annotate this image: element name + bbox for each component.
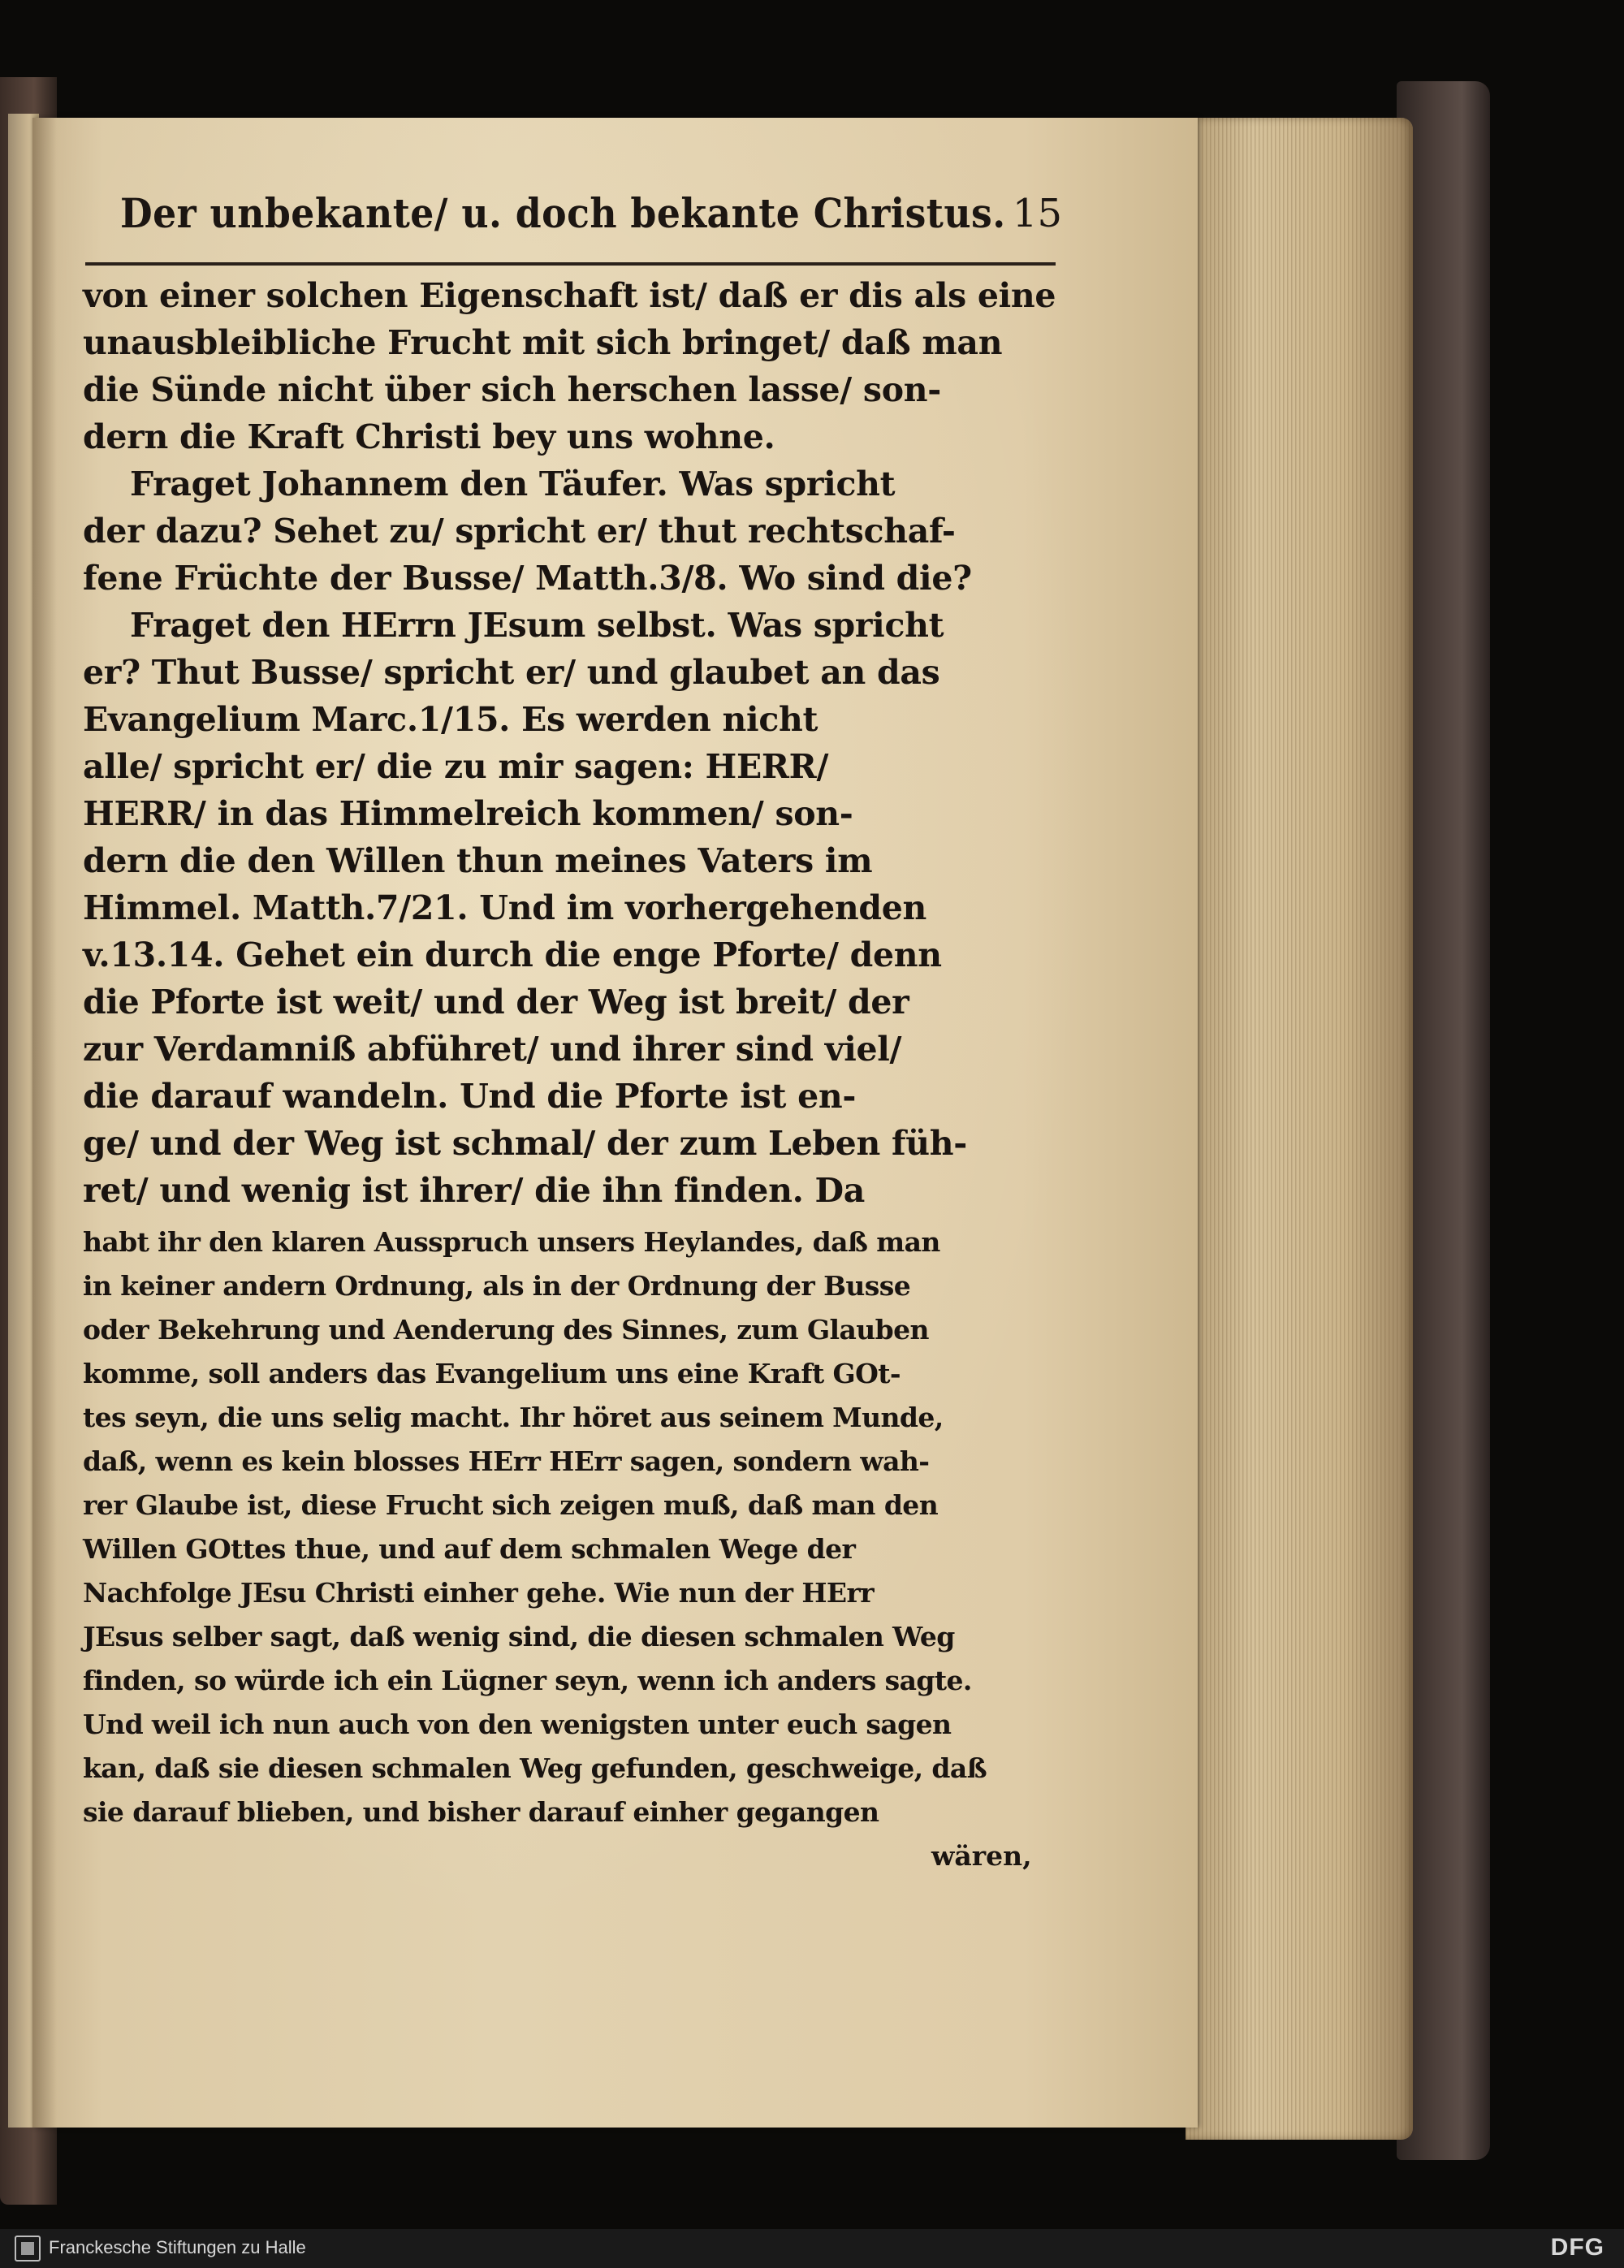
text-line: er? Thut Busse/ spricht er/ und glaubet an das: [83, 653, 940, 692]
text-line: Evangelium Marc.1/15. Es werden nicht: [83, 700, 818, 739]
text-line: komme, soll anders das Evangelium uns eine Kraft GOt-: [83, 1358, 901, 1389]
text-line: der dazu? Sehet zu/ spricht er/ thut rechtschaf-: [83, 512, 956, 551]
text-line: Und weil ich nun auch von den wenigsten unter euch sagen: [83, 1709, 952, 1740]
text-line: Nachfolge JEsu Christi einher gehe. Wie nun der HErr: [83, 1577, 875, 1609]
text-line: kan, daß sie diesen schmalen Weg gefunden, geschweige, daß: [83, 1752, 987, 1784]
text-line: dern die den Willen thun meines Vaters im: [83, 841, 873, 880]
text-line: Willen GOttes thue, und auf dem schmalen Wege der: [83, 1533, 856, 1565]
text-line: ge/ und der Weg ist schmal/ der zum Leben füh-: [83, 1124, 968, 1163]
text-line: tes seyn, die uns selig macht. Ihr höret aus seinem Munde,: [83, 1402, 944, 1433]
institution-logo-icon: [15, 2236, 41, 2262]
head-rule: [85, 262, 1056, 266]
running-title: Der unbekante/ u. doch bekante Christus.: [120, 189, 1006, 237]
text-line: unausbleibliche Frucht mit sich bringet/ daß man: [83, 323, 1003, 362]
dfg-badge: DFG: [1550, 2234, 1605, 2261]
text-line: finden, so würde ich ein Lügner seyn, wenn ich anders sagte.: [83, 1665, 972, 1696]
institution-name: Franckesche Stiftungen zu Halle: [49, 2237, 306, 2257]
book-page: [32, 118, 1198, 2128]
text-line: Himmel. Matth.7/21. Und im vorhergehenden: [83, 888, 927, 927]
text-line: ret/ und wenig ist ihrer/ die ihn finden. Da: [83, 1171, 866, 1210]
running-head: [88, 189, 1070, 246]
text-line: Fraget den HErrn JEsum selbst. Was spricht: [130, 606, 944, 645]
text-line: JEsus selber sagt, daß wenig sind, die diesen schmalen Weg: [83, 1621, 955, 1652]
text-line: rer Glaube ist, diese Frucht sich zeigen muß, daß man den: [83, 1489, 939, 1521]
text-line: alle/ spricht er/ die zu mir sagen: HERR/: [83, 747, 829, 786]
text-line: die darauf wandeln. Und die Pforte ist en-: [83, 1077, 857, 1116]
text-line: dern die Kraft Christi bey uns wohne.: [83, 417, 775, 456]
text-line: in keiner andern Ordnung, als in der Ordnung der Busse: [83, 1270, 911, 1302]
text-line: sie darauf blieben, und bisher darauf einher gegangen: [83, 1796, 879, 1828]
text-line: HERR/ in das Himmelreich kommen/ son-: [83, 794, 853, 833]
text-line: habt ihr den klaren Ausspruch unsers Heylandes, daß man: [83, 1226, 940, 1258]
text-line: v.13.14. Gehet ein durch die enge Pforte/ denn: [83, 935, 942, 974]
catchword: wären,: [931, 1840, 1032, 1872]
text-line: zur Verdamniß abführet/ und ihrer sind viel/: [83, 1030, 902, 1069]
text-line: fene Früchte der Busse/ Matth.3/8. Wo sind die?: [83, 559, 972, 598]
text-line: oder Bekehrung und Aenderung des Sinnes, zum Glauben: [83, 1314, 929, 1346]
text-line: die Pforte ist weit/ und der Weg ist breit/ der: [83, 983, 909, 1022]
page-fore-edge: [1186, 118, 1413, 2140]
viewer-footer: [0, 2229, 1624, 2268]
text-line: Fraget Johannem den Täufer. Was spricht: [130, 464, 896, 503]
text-line: die Sünde nicht über sich herschen lasse/ son-: [83, 370, 941, 409]
text-line: daß, wenn es kein blosses HErr HErr sagen, sondern wah-: [83, 1445, 930, 1477]
page-number: 15: [1012, 191, 1062, 236]
text-line: von einer solchen Eigenschaft ist/ daß er dis als eine: [83, 276, 1056, 315]
